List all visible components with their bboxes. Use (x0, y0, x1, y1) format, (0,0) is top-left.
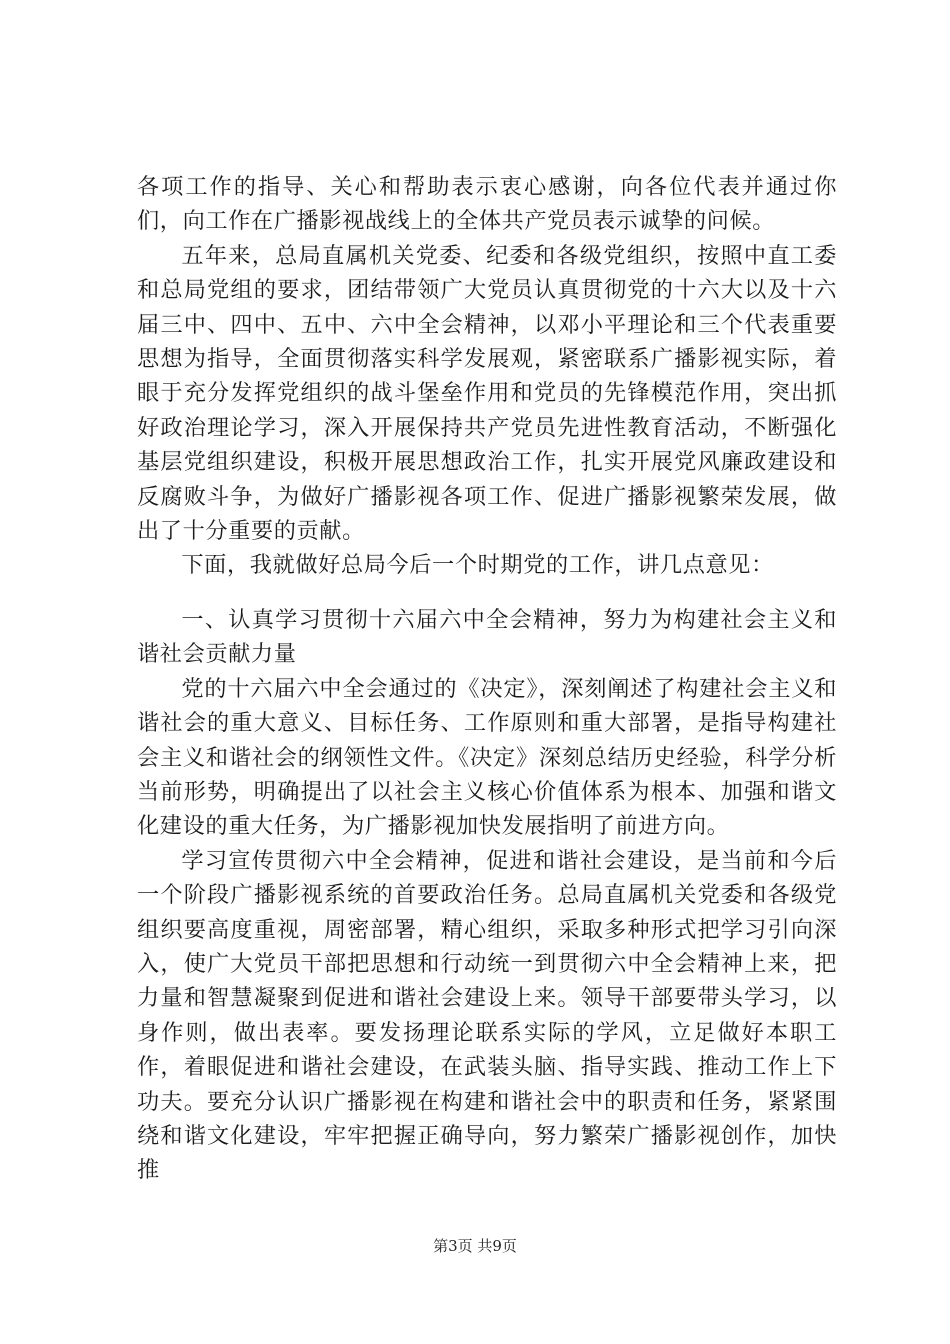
section-heading-one: 一、认真学习贯彻十六届六中全会精神，努力为构建社会主义和谐社会贡献力量 (137, 606, 837, 668)
paragraph-five-years: 五年来，总局直属机关党委、纪委和各级党组织，按照中直工委和总局党组的要求，团结带领广大党员认真贯彻党的十六大以及十六届三中、四中、五中、六中全会精神，以邓小平理论和三个代表重要思想为指导，全面贯彻落实科学发展观，紧密联系广播影视实际，着眼于充分发挥党组织的战斗堡垒作用和党员的先锋模范作用，突出抓好政治理论学习，深入开展保持共产党员先进性教育活动，不断强化基层党组织建设，积极开展思想政治工作，扎实开展党风廉政建设和反腐败斗争，为做好广播影视各项工作、促进广播影视繁荣发展，做出了十分重要的贡献。 (137, 242, 837, 545)
paragraph-study-plenary: 学习宣传贯彻六中全会精神，促进和谐社会建设，是当前和今后一个阶段广播影视系统的首要政治任务。总局直属机关党委和各级党组织要高度重视，周密部署，精心组织，采取多种形式把学习引向深入，使广大党员干部把思想和行动统一到贯彻六中全会精神上来，把力量和智慧凝聚到促进和谐社会建设上来。领导干部要带头学习，以身作则，做出表率。要发扬理论联系实际的学风，立足做好本职工作，着眼促进和谐社会建设，在武装头脑、指导实践、推动工作上下功夫。要充分认识广播影视在构建和谐社会中的职责和任务，紧紧围绕和谐文化建设，牢牢把握正确导向，努力繁荣广播影视创作，加快推 (137, 847, 837, 1184)
paragraph-decision: 党的十六届六中全会通过的《决定》，深刻阐述了构建社会主义和谐社会的重大意义、目标任务、工作原则和重大部署，是指导构建社会主义和谐社会的纲领性文件。《决定》深刻总结历史经验，科学分析当前形势，明确提出了以社会主义核心价值体系为根本、加强和谐文化建设的重大任务，为广播影视加快发展指明了前进方向。 (137, 675, 837, 840)
page-number-footer: 第3页 共9页 (433, 1237, 517, 1255)
document-body (137, 170, 837, 1188)
paragraph-opinions-intro: 下面，我就做好总局今后一个时期党的工作，讲几点意见： (181, 552, 774, 579)
paragraph-continuation: 各项工作的指导、关心和帮助表示衷心感谢，向各位代表并通过你们，向工作在广播影视战线上的全体共产党员表示诚挚的问候。 (137, 174, 837, 235)
